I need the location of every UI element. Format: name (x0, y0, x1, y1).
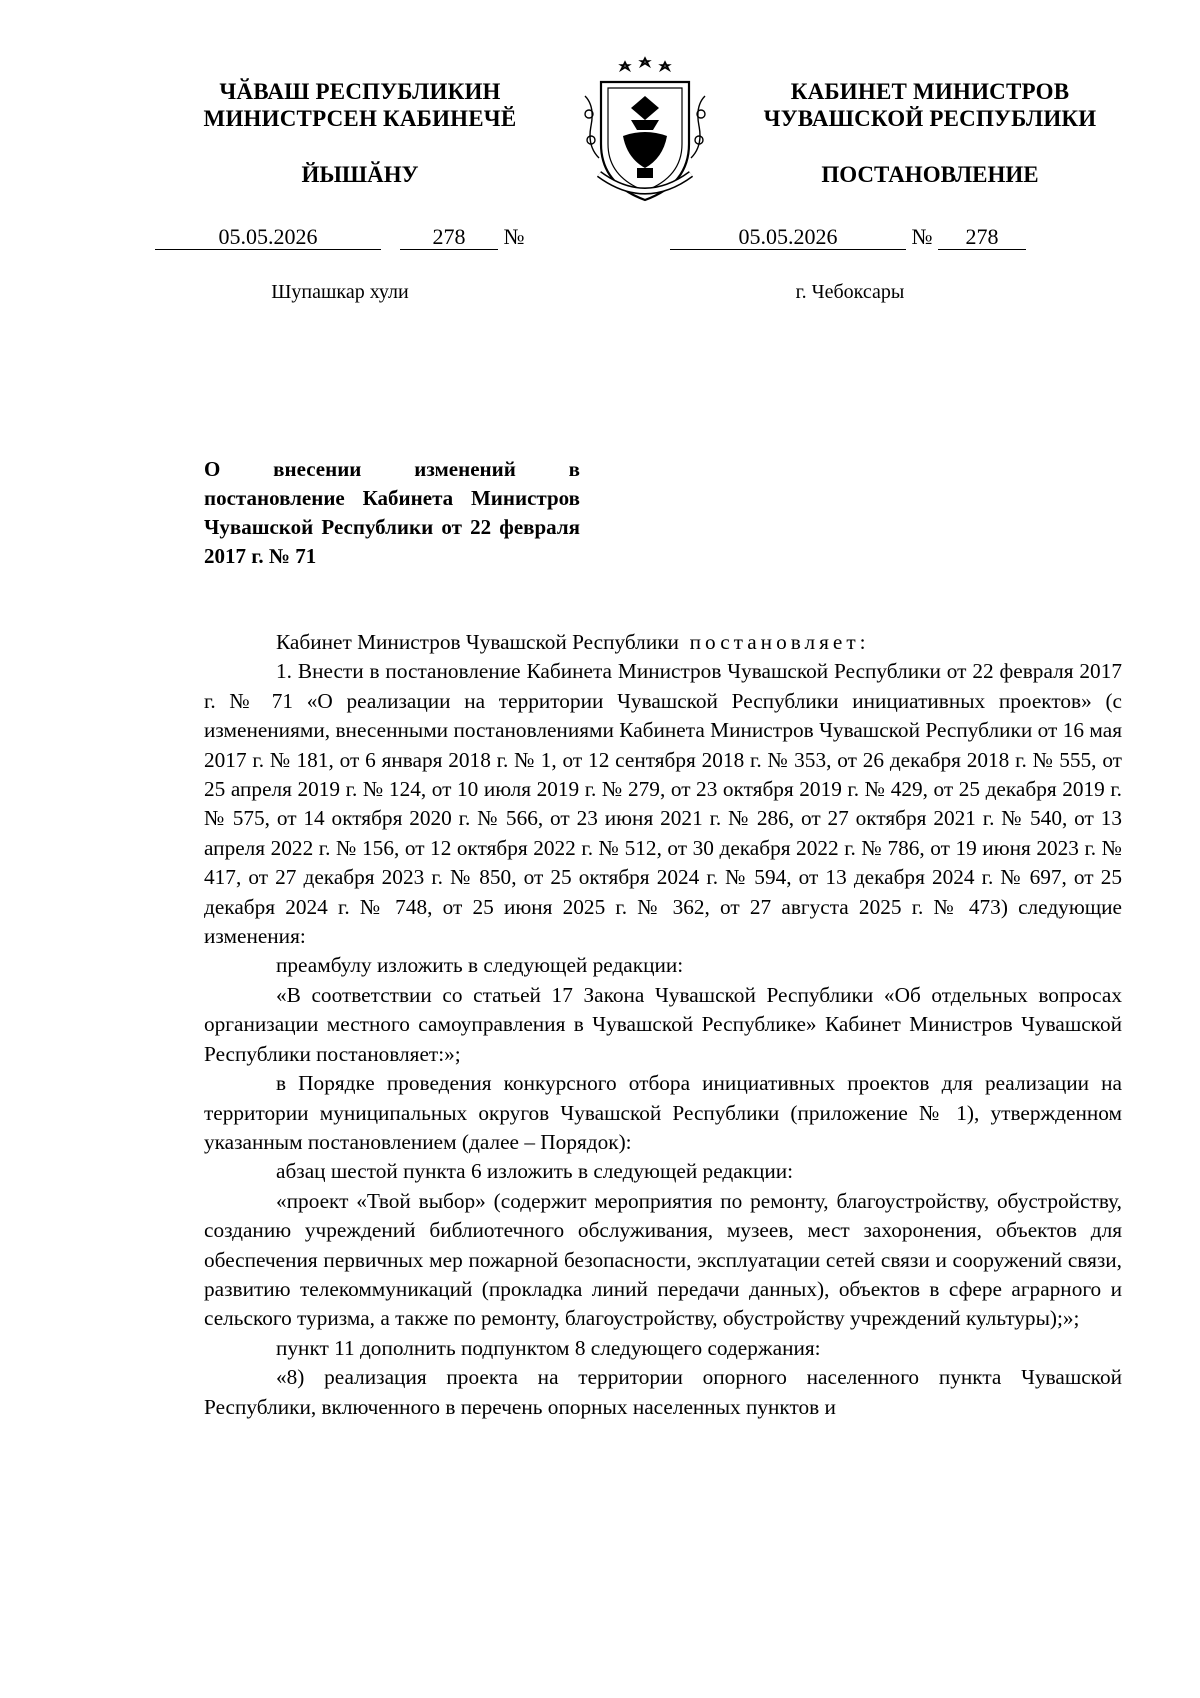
header-left-line-2: МИНИСТРСЕН КАБИНЕЧӖ (203, 106, 517, 131)
header-left-doc-type: ЙЫШӐНУ (301, 162, 419, 187)
coat-of-arms-emblem (577, 56, 713, 206)
header-right-org (720, 78, 1140, 132)
body-paragraph: «проект «Твой выбор» (содержит мероприятия по ремонту, благоустройству, обустройству, созданию учреждений библиотечного обслуживания, музеев, мест захоронения, объектов для обеспечения первичных мер пожарной безопасности, эксплуатации сетей связи и сооружений связи, развитию телекоммуникаций (прокладка линий передачи данных), объектов в сфере аграрного и сельского туризма, а также по ремонту, благоустройству, обустройству учреждений культуры);»; (204, 1188, 1122, 1331)
body-paragraph: в Порядке проведения конкурсного отбора инициативных проектов для реализации на территории муниципальных округов Чувашской Республики (приложение № 1), утвержденном указанным постановлением (далее – Порядок): (204, 1071, 1122, 1154)
body-paragraph: пункт 11 дополнить подпунктом 8 следующего содержания: (276, 1335, 821, 1360)
place-right: г. Чебоксары (795, 281, 905, 303)
left-date-number-line (155, 224, 525, 250)
intro-paragraph (204, 628, 1122, 657)
document-body (204, 628, 1122, 1422)
header-left-org (150, 78, 570, 132)
body-paragraph: 1. Внести в постановление Кабинета Министров Чувашской Республики от 22 февраля 2017 г. № 71 «О реализации на территории Чувашской Республики инициативных проектов» (с изменениями, внесенными постановлениями Кабинета Министров Чувашской Республики от 16 мая 2017 г. № 181, от 6 января 2018 г. № 1, от 12 сентября 2018 г. № 353, от 26 декабря 2018 г. № 555, от 25 апреля 2019 г. № 124, от 10 июля 2019 г. № 279, от 23 октября 2019 г. № 429, от 25 декабря 2019 г. № 575, от 14 октября 2020 г. № 566, от 23 июня 2021 г. № 286, от 27 октября 2021 г. № 540, от 13 апреля 2022 г. № 156, от 12 октября 2022 г. № 512, от 30 декабря 2022 г. № 786, от 19 июня 2023 г. № 417, от 27 декабря 2023 г. № 850, от 25 октября 2024 г. № 594, от 13 декабря 2024 г. № 697, от 25 декабря 2024 г. № 748, от 25 июня 2025 г. № 362, от 27 августа 2025 г. № 473) следующие изменения: (204, 659, 1122, 949)
place-left: Шупашкар хули (271, 281, 409, 303)
body-paragraph: «8) реализация проекта на территории опорного населенного пункта Чувашской Республики, включенного в перечень опорных населенных пунктов и (204, 1365, 1122, 1419)
right-number-sign: № (911, 224, 933, 249)
left-date: 05.05.2026 (155, 225, 381, 250)
left-number: 278 (400, 225, 498, 250)
intro-lead: Кабинет Министров Чувашской Республики (276, 630, 679, 654)
header-right-doc-type: ПОСТАНОВЛЕНИЕ (821, 162, 1039, 187)
body-paragraph: преамбулу изложить в следующей редакции: (276, 953, 684, 978)
right-date: 05.05.2026 (670, 225, 906, 250)
intro-verb: постановляет: (689, 630, 870, 654)
body-paragraph: «В соответствии со статьей 17 Закона Чувашской Республики «Об отдельных вопросах организации местного самоуправления в Чувашской Республике» Кабинет Министров Чувашской Республики постановляет:»; (204, 982, 1122, 1066)
right-number: 278 (938, 225, 1026, 250)
header-right-line-2: ЧУВАШСКОЙ РЕСПУБЛИКИ (763, 106, 1097, 131)
left-number-sign: № (503, 224, 525, 249)
body-paragraph: абзац шестой пункта 6 изложить в следующей редакции: (276, 1159, 794, 1184)
document-title: О внесении изменений в постановление Кабинета Министров Чувашской Республики от 22 февраля 2017 г. № 71 (204, 457, 580, 568)
header-right-line-1: КАБИНЕТ МИНИСТРОВ (790, 79, 1070, 104)
header-left-line-1: ЧӐВАШ РЕСПУБЛИКИН (219, 79, 501, 104)
right-date-number-line (670, 224, 1026, 250)
